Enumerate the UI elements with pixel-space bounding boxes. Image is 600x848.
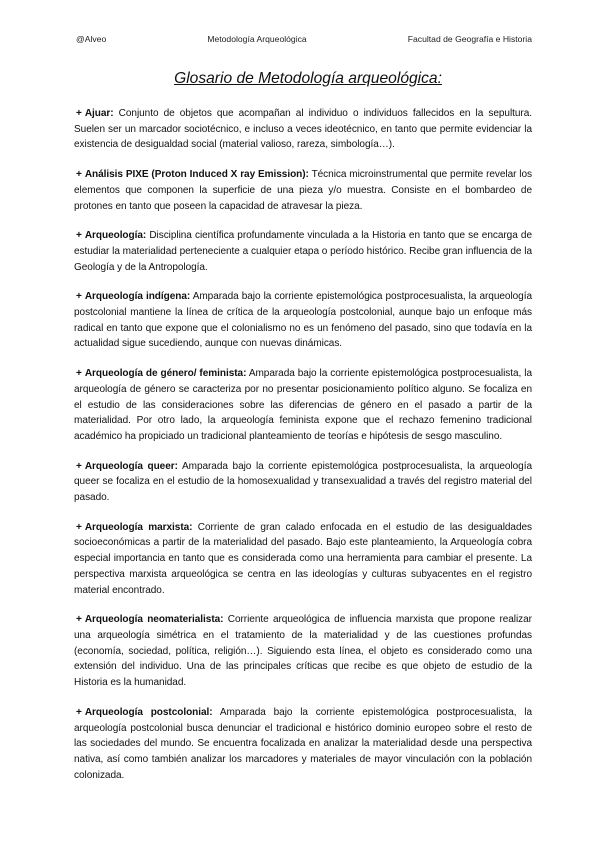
glossary-term: Arqueología de género/ feminista: bbox=[84, 368, 247, 380]
glossary-entry: + Arqueología neomaterialista: Corriente arqueológica de influencia marxista que propone realizar una arqueología simétrica en el tratamiento de la materialidad y de las cuestiones profundas (economía, sociedad, política, religión…). Siguiendo esta línea, el objeto es considerado como una extensión del individuo. Una de las principales críticas que recibe es que objeto de estudio de la Historia es la humanidad. bbox=[74, 614, 532, 689]
glossary-term: Arqueología: bbox=[84, 230, 147, 242]
glossary-term: Ajuar: bbox=[84, 108, 114, 119]
glossary-term: Arqueología queer: bbox=[84, 460, 178, 472]
glossary-term: Análisis PIXE (Proton Induced X ray Emission): bbox=[84, 169, 309, 181]
glossary-entry: + Arqueología de género/ feminista: Amparada bajo la corriente epistemológica postprocesualista, la arqueología de género se caracteriza por no presentar posicionamiento político alguno. Se focaliza en el estudio de las consideraciones sobre las diferencias de género en el pasado a partir de la materialidad. Por otro lado, la arqueología feminista expone que el rechazo femenino tradicional académico ha propiciado un tradicional planteamiento de teorías e hipótesis de sesgo masculino. bbox=[74, 368, 532, 442]
page-header bbox=[76, 34, 532, 44]
glossary-definition: Corriente de gran calado enfocada en el estudio de las desigualdades socioeconómicas a partir de la materialidad del pasado. Bajo este planteamiento, la Arqueología cobra especial importancia en tanto que es considerada como una herramienta para cambiar el presente. La perspectiva marxista arqueológica se centra en las ideologías y culturas subyacentes en el registro material encontrado. bbox=[74, 521, 532, 596]
glossary-definition: Disciplina científica profundamente vinculada a la Historia en tanto que se encarga de estudiar la materialidad perteneciente a cualquier etapa o período histórico. Recibe gran influencia de la Geología y de la Antropología. bbox=[74, 230, 532, 273]
glossary-term: Arqueología postcolonial: bbox=[84, 706, 213, 718]
glossary-entry: + Análisis PIXE (Proton Induced X ray Emission): Técnica microinstrumental que permite revelar los elementos que componen la superficie de una pieza y/o muestra. Consiste en el bombardeo de protones en tanto que poseen la capacidad de atravesar la pieza. bbox=[74, 169, 532, 212]
glossary-definition: Técnica microinstrumental que permite revelar los elementos que componen la superficie de una pieza y/o muestra. Consiste en el bombardeo de protones en tanto que poseen la capacidad de atravesar la pieza. bbox=[74, 169, 532, 212]
glossary-entry: + Arqueología queer: Amparada bajo la corriente epistemológica postprocesualista, la arqueología queer se focaliza en el estudio de la homosexualidad y transexualidad a través del registro material del pasado. bbox=[74, 460, 532, 504]
glossary-entry: + Arqueología marxista: Corriente de gran calado enfocada en el estudio de las desigualdades socioeconómicas a partir de la materialidad del pasado. Bajo este planteamiento, la Arqueología cobra especial importancia en tanto que es considerada como una herramienta para cambiar el presente. La perspectiva marxista arqueológica se centra en las ideologías y culturas subyacentes en el registro material encontrado. bbox=[74, 521, 532, 596]
glossary-entry: + Arqueología postcolonial: Amparada bajo la corriente epistemológica postprocesualista, la arqueología postcolonial busca denunciar el tradicional e histórico dominio europeo sobre el resto de las sociedades del mundo. Se encuentra focalizada en analizar la materialidad desde una perspectiva nativa, así como también analizar los marcadores y materiales de mayor vinculación con la población colonizada. bbox=[74, 706, 533, 781]
document-title: Glosario de Metodología arqueológica: bbox=[174, 70, 442, 87]
glossary-term: Arqueología indígena: bbox=[84, 291, 191, 303]
header-author: @Alveo bbox=[76, 34, 107, 44]
glossary-entry: + Ajuar: Conjunto de objetos que acompañan al individuo o individuos fallecidos en la sepultura. Suelen ser un marcador sociotécnico, e incluso a veces ideotécnico, en tanto que permite evidenciar la existencia de desigualdad social (material valioso, rareza, simbología…). bbox=[74, 108, 532, 151]
glossary-definition: Amparada bajo la corriente epistemológica postprocesualista, la arqueología de género se caracteriza por no presentar posicionamiento político alguno. Se focaliza en el estudio de las consideraciones sobre las diferencias de género en el pasado a partir de la materialidad. Por otro lado, la arqueología feminista expone que el rechazo femenino tradicional académico ha propiciado un tradicional planteamiento de teorías e hipótesis de sesgo masculino. bbox=[74, 368, 532, 442]
glossary-definition: Conjunto de objetos que acompañan al individuo o individuos fallecidos en la sepultura. Suelen ser un marcador sociotécnico, e incluso a veces ideotécnico, en tanto que permite evidenciar la existencia de desigualdad social (material valioso, rareza, simbología…). bbox=[74, 108, 532, 151]
header-faculty: Facultad de Geografía e Historia bbox=[407, 34, 532, 44]
glossary-term: Arqueología marxista: bbox=[84, 521, 193, 533]
header-subject: Metodología Arqueológica bbox=[207, 34, 307, 44]
glossary-definition: Amparada bajo la corriente epistemológica postprocesualista, la arqueología postcolonial busca denunciar el tradicional e histórico dominio europeo sobre el resto de las sociedades del mundo. Se encuentra focalizada en analizar la materialidad desde una perspectiva nativa, así como también analizar los marcadores y materiales de mayor vinculación con la población colonizada. bbox=[74, 706, 533, 781]
glossary-definition: Amparada bajo la corriente epistemológica postprocesualista, la arqueología postcolonial mantiene la línea de crítica de la arqueología postcolonial, aunque bajo un enfoque más radical en tanto que expone que el colonialismo no es un fenómeno del pasado, sino que todavía en la actualidad sigue sucediendo, aunque con nuevas dinámicas. bbox=[74, 291, 532, 350]
glossary-definition: Corriente arqueológica de influencia marxista que propone realizar una arqueología simétrica en el tratamiento de la materialidad y de las cuestiones profundas (economía, sociedad, política, religión…). Siguiendo esta línea, el objeto es considerado como una extensión del individuo. Una de las principales críticas que recibe es que objeto de estudio de la Historia es la humanidad. bbox=[74, 614, 532, 689]
glossary-definition: Amparada bajo la corriente epistemológica postprocesualista, la arqueología queer se focaliza en el estudio de la homosexualidad y transexualidad a través del registro material del pasado. bbox=[74, 460, 532, 504]
glossary-entry: + Arqueología indígena: Amparada bajo la corriente epistemológica postprocesualista, la arqueología postcolonial mantiene la línea de crítica de la arqueología postcolonial, aunque bajo un enfoque más radical en tanto que expone que el colonialismo no es un fenómeno del pasado, sino que todavía en la actualidad sigue sucediendo, aunque con nuevas dinámicas. bbox=[74, 291, 532, 350]
glossary-term: Arqueología neomaterialista: bbox=[84, 614, 224, 626]
glossary-entry: + Arqueología: Disciplina científica profundamente vinculada a la Historia en tanto que se encarga de estudiar la materialidad perteneciente a cualquier etapa o período histórico. Recibe gran influencia de la Geología y de la Antropología. bbox=[74, 230, 532, 273]
